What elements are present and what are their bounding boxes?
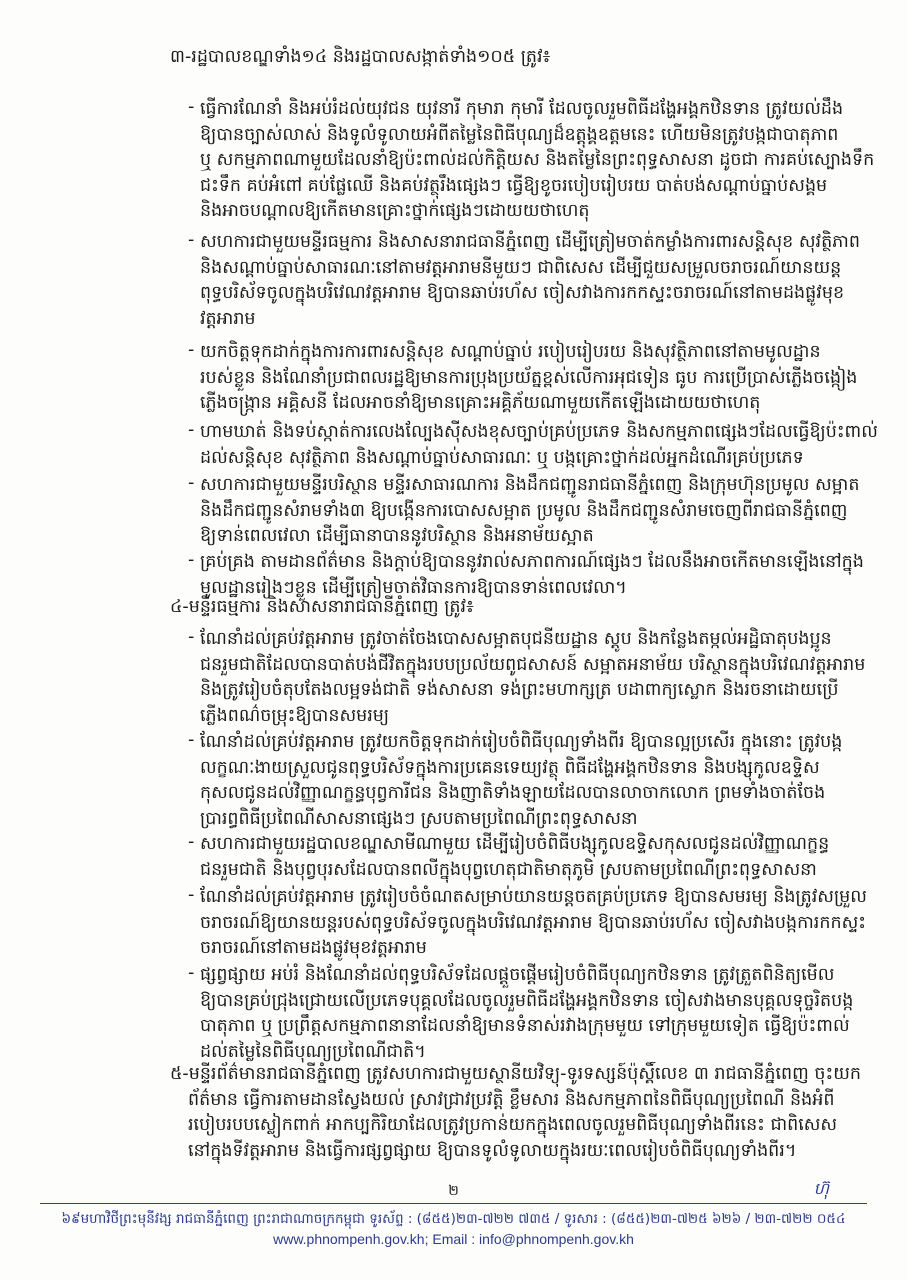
initials-signature: ហ៊ុ — [813, 1179, 829, 1198]
list-item: - ធ្វើការណែនាំ និងអប់រំដល់យុវជន យុវនារី កុមារា កុមារី ដែលចូលរួមពិធីដង្ហែអង្គកឋិនទាន ត្រូវយល់ដឹង ឱ្យបានច្បាស់លាស់ និងទូលំទូលាយអំពីតម្លៃនៃពិធីបុណ្យដ៏ឧត្តុង្គឧត្តមនេះ ហើយមិនត្រូវបង្កជាបាតុភាព ឬ សកម្មភាពណាមួយដែលនាំឱ្យប៉ះពាល់ដល់កិត្តិយស និងតម្លៃនៃព្រះពុទ្ធសាសនា ដូចជា ការគប់ស្បោងទឹក ជះទឹក គប់អំពៅ គប់ផ្លែឈើ និងគប់វត្ថុរឹងផ្សេងៗ ធ្វើឱ្យខូចរបៀបរៀបរយ បាត់បង់សណ្តាប់ធ្នាប់សង្គម និងអាចបណ្តាលឱ្យកើតមានគ្រោះថ្នាក់ផ្សេងៗដោយយថាហេតុ — [188, 97, 875, 221]
list-item: - ផ្សព្វផ្សាយ អប់រំ និងណែនាំដល់ពុទ្ធបរិស័ទដែលផ្តួចផ្តើមរៀបចំពិធីបុណ្យកឋិនទាន ត្រូវត្រួតពិនិត្យមើល ឱ្យបានគ្រប់ជ្រុងជ្រោយលើប្រភេទបុគ្គលដែលចូលរួមពិធីដង្ហែអង្គកឋិនទាន ចៀសវាងមានបុគ្គលទុច្ចរិតបង្ក បាតុភាព ឬ ប្រព្រឹត្តសកម្មភាពនានាដែលនាំឱ្យមានទំនាស់រវាងក្រុមមួយ ទៅក្រុមមួយទៀត ធ្វើឱ្យប៉ះពាល់ ដល់តម្លៃនៃពិធីបុណ្យប្រពៃណីជាតិ។ — [188, 963, 854, 1062]
list-item: - យកចិត្តទុកដាក់ក្នុងការការពារសន្តិសុខ សណ្តាប់ធ្នាប់ របៀបរៀបរយ និងសុវត្ថិភាពនៅតាមមូលដ្ឋាន របស់ខ្លួន និងណែនាំប្រជាពលរដ្ឋឱ្យមានការប្រុងប្រយ័ត្នខ្ពស់លើការអុជទៀន ធូប ការប្រើប្រាស់ភ្លើងចង្កៀង ភ្លើងចង្ក្រាន អគ្គិសនី ដែលអាចនាំឱ្យមានគ្រោះអគ្គិភ័យណាមួយកើតឡើងដោយយថាហេតុ — [188, 340, 858, 413]
footer-divider — [40, 1203, 867, 1204]
list-item: - ណែនាំដល់គ្រប់វត្តអារាម ត្រូវយកចិត្តទុកដាក់រៀបចំពិធីបុណ្យទាំងពីរ ឱ្យបានល្អប្រសើរ ក្នុងនោះ ត្រូវបង្ក លក្ខណៈងាយស្រួលជូនពុទ្ធបរិស័ទក្នុងការប្រគេនទេយ្យវត្ថុ ពិធីដង្ហែអង្គកឋិនទាន និងបង្សុកូលឧទ្ទិស កុសលជូនដល់វិញ្ញាណក្ខន្ធបុព្វការីជន និងញាតិទាំងឡាយដែលបានលាចាកលោក ព្រមទាំងចាត់ចែង ប្រារព្ធពិធីប្រពៃណីសាសនាផ្សេងៗ ស្របតាមប្រពៃណីព្រះពុទ្ធសាសនា — [188, 730, 843, 829]
footer-address: ៦៩មហាវិថីព្រះមុនីវង្ស រាជធានីភ្នំពេញ ព្រះរាជាណាចក្រកម្ពុជា ទូរស័ព្ទ : (៨៥៥)២៣-៧២២ ៧៣៥ / ទូរសារ : (៨៥៥)២៣-៧២៥ ៦២៦ / ២៣-៧២២ ០៥៤ — [61, 1211, 846, 1227]
list-item: - ណែនាំដល់គ្រប់វត្តអារាម ត្រូវចាត់ចែងបោសសម្អាតបុជនីយដ្ឋាន ស្តូប និងកន្លែងតម្កល់អដ្ឋិធាតុបងប្អូន ជនរួមជាតិដែលបានបាត់បង់ជីវិតក្នុងរបបប្រល័យពូជសាសន៍ សម្អាតអនាម័យ បរិស្ថានក្នុងបរិវេណវត្តអារាម និងត្រូវរៀបចំតុបតែងលម្អទង់ជាតិ ទង់សាសនា ទង់ព្រះមហាក្សត្រ បដាពាក្យស្លោក និងរចនាដោយប្រើ ភ្លើងពណ៌ចម្រុះឱ្យបានសមរម្យ — [188, 627, 866, 726]
list-item: - សហការជាមួយមន្ទីរបរិស្ថាន មន្ទីរសាធារណការ និងដឹកជញ្ជូនរាជធានីភ្នំពេញ និងក្រុមហ៊ុនប្រមូល សម្អាត និងដឹកជញ្ជូនសំរាមទាំង៣ ឱ្យបង្កើនការបោសសម្អាត ប្រមូល និងដឹកជញ្ជូនសំរាមចេញពីរាជធានីភ្នំពេញ ឱ្យទាន់ពេលវេលា ដើម្បីធានាបាននូវបរិស្ថាន និងអនាម័យស្អាត — [188, 473, 860, 546]
section-4-heading: ៤-មន្ទីរធម្មការ និងសាសនារាជធានីភ្នំពេញ ត្រូវ៖ — [170, 597, 474, 617]
page-number: ២ — [448, 1183, 459, 1199]
list-item: - ណែនាំដល់គ្រប់វត្តអារាម ត្រូវរៀបចំចំណតសម្រាប់យានយន្តចតគ្រប់ប្រភេទ ឱ្យបានសមរម្យ និងត្រូវសម្រួល ចរាចរណ៍ឱ្យយានយន្តរបស់ពុទ្ធបរិស័ទចូលក្នុងបរិវេណវត្តអារាម ឱ្យបានឆាប់រហ័ស ចៀសវាងបង្កការកកស្ទះ ចរាចរណ៍នៅតាមដងផ្លូវមុខវត្តអារាម — [188, 885, 867, 958]
section-3-heading: ៣-រដ្ឋបាលខណ្ឌទាំង១៤ និងរដ្ឋបាលសង្កាត់ទាំង១០៥ ត្រូវ៖ — [170, 47, 551, 67]
list-item: - សហការជាមួយមន្ទីរធម្មការ និងសាសនារាជធានីភ្នំពេញ ដើម្បីត្រៀមចាត់កម្លាំងការពារសន្តិសុខ សុវត្ថិភាព និងសណ្តាប់ធ្នាប់សាធារណៈនៅតាមវត្តអារាមនីមួយៗ ជាពិសេស ដើម្បីជួយសម្រួលចរាចរណ៍យានយន្ត ពុទ្ធបរិស័ទចូលក្នុងបរិវេណវត្តអារាម ឱ្យបានឆាប់រហ័ស ចៀសវាងការកកស្ទះចរាចរណ៍នៅតាមដងផ្លូវមុខ វត្តអារាម — [188, 230, 860, 329]
footer-contact: www.phnompenh.gov.kh; Email : info@phnompenh.gov.kh — [273, 1231, 634, 1247]
list-item: - ហាមឃាត់ និងទប់ស្កាត់ការលេងល្បែងស៊ីសងខុសច្បាប់គ្រប់ប្រភេទ និងសកម្មភាពផ្សេងៗដែលធ្វើឱ្យប៉ះពាល់ ដល់សន្តិសុខ សុវត្ថិភាព និងសណ្តាប់ធ្នាប់សាធារណៈ ឬ បង្កគ្រោះថ្នាក់ដល់អ្នកដំណើរគ្រប់ប្រភេទ — [188, 420, 878, 468]
list-item: - គ្រប់គ្រង តាមដានព័ត៌មាន និងក្តាប់ឱ្យបាននូវរាល់សភាពការណ៍ផ្សេងៗ ដែលនឹងអាចកើតមានឡើងនៅក្នុង មូលដ្ឋានរៀងៗខ្លួន ដើម្បីត្រៀមចាត់វិធានការឱ្យបានទាន់ពេលវេលា។ — [188, 550, 864, 598]
list-item: - សហការជាមួយរដ្ឋបាលខណ្ឌសាមីណាមួយ ដើម្បីរៀបចំពិធីបង្សុកូលឧទ្ទិសកុសលជូនដល់វិញ្ញាណក្ខន្ធ ជនរួមជាតិ និងបុព្វបុរសដែលបានពលីក្នុងបុព្វហេតុជាតិមាតុភូមិ ស្របតាមប្រពៃណីព្រះពុទ្ធសាសនា — [188, 832, 830, 880]
section-5-paragraph: ៥-មន្ទីរព័ត៌មានរាជធានីភ្នំពេញ ត្រូវសហការជាមួយស្ថានីយវិទ្យុ-ទូរទស្សន៍ប៉ុស្តិ៍លេខ ៣ រាជធានីភ្នំពេញ ចុះយក ព័ត៌មាន ធ្វើការតាមដានស្វែងយល់ ស្រាវជ្រាវប្រវត្តិ ខ្លឹមសារ និងសកម្មភាពនៃពិធីបុណ្យប្រពៃណី និងអំពី របៀបរបបស្លៀកពាក់ អាកប្បកិរិយាដែលត្រូវប្រកាន់យកក្នុងពេលចូលរួមពិធីបុណ្យទាំងពីរនេះ ជាពិសេស នៅក្នុងទីវត្តអារាម និងធ្វើការផ្សព្វផ្សាយ ឱ្យបានទូលំទូលាយក្នុងរយៈពេលរៀបចំពិធីបុណ្យទាំងពីរ។ — [170, 1064, 861, 1161]
